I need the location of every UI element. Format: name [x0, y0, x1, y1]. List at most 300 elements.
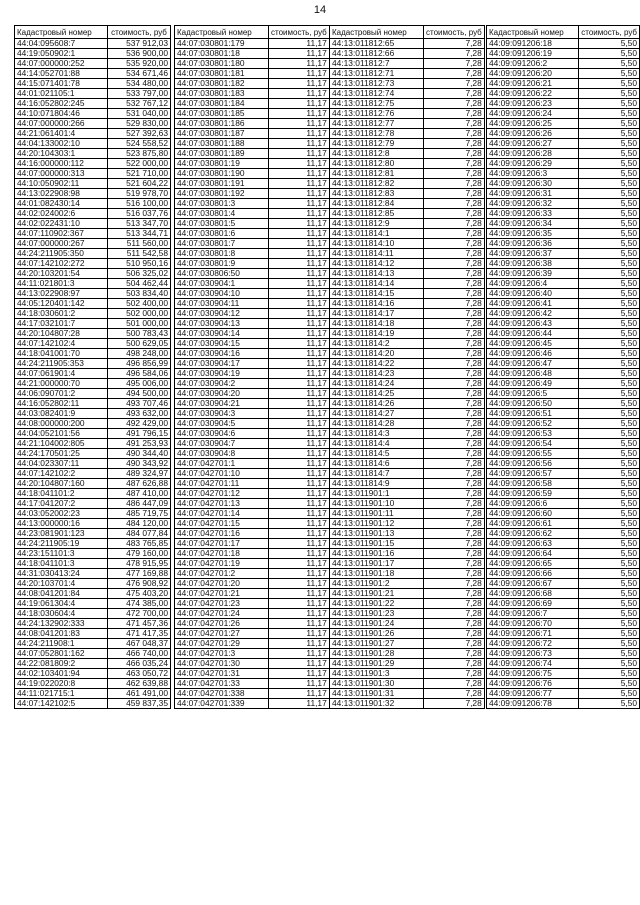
cadastral-number-cell: 44:13:011901:13 — [330, 529, 424, 539]
cost-cell: 521 710,00 — [108, 169, 171, 179]
table-row — [15, 639, 171, 649]
cost-cell: 11,17 — [269, 139, 330, 149]
table-row — [487, 669, 640, 679]
cadastral-number-cell: 44:09:091206:65 — [487, 559, 579, 569]
table-row — [175, 439, 330, 449]
cadastral-number-cell: 44:09:091206:42 — [487, 309, 579, 319]
cadastral-number-cell: 44:07:042701:31 — [175, 669, 269, 679]
cost-cell: 537 912,03 — [108, 39, 171, 49]
cost-cell: 5,50 — [579, 549, 640, 559]
cadastral-number-cell: 44:07:042701:2 — [175, 569, 269, 579]
table-row — [487, 89, 640, 99]
table-row — [15, 319, 171, 329]
cadastral-number-cell: 44:03:082401:9 — [15, 409, 108, 419]
cadastral-number-cell: 44:19:022020:8 — [15, 679, 108, 689]
table-row — [15, 119, 171, 129]
cadastral-number-cell: 44:09:091206:41 — [487, 299, 579, 309]
cadastral-number-cell: 44:07:030801:18 — [175, 49, 269, 59]
table-row — [330, 289, 485, 299]
header-cadastral-number: Кадастровый номер — [175, 26, 269, 39]
table-row — [15, 239, 171, 249]
cost-cell: 5,50 — [579, 659, 640, 669]
cadastral-number-cell: 44:20:104303:1 — [15, 149, 108, 159]
table-row — [487, 579, 640, 589]
cadastral-number-cell: 44:07:030904:3 — [175, 409, 269, 419]
table-row — [330, 669, 485, 679]
cadastral-number-cell: 44:01:021105:1 — [15, 89, 108, 99]
table-row — [175, 239, 330, 249]
cadastral-number-cell: 44:13:011814:16 — [330, 299, 424, 309]
table-row — [175, 129, 330, 139]
table-header-row — [175, 26, 330, 39]
cost-cell: 5,50 — [579, 99, 640, 109]
cadastral-number-cell: 44:13:011901:1 — [330, 489, 424, 499]
header-cadastral-number: Кадастровый номер — [15, 26, 108, 39]
cadastral-number-cell: 44:13:011812:78 — [330, 129, 424, 139]
table-row — [15, 339, 171, 349]
cadastral-number-cell: 44:14:052701:88 — [15, 69, 108, 79]
cadastral-number-cell: 44:07:042701:1 — [175, 459, 269, 469]
cadastral-number-cell: 44:07:030904:10 — [175, 289, 269, 299]
table-row — [487, 439, 640, 449]
cadastral-number-cell: 44:13:011901:26 — [330, 629, 424, 639]
table-row — [175, 609, 330, 619]
table-row — [487, 59, 640, 69]
table-row — [15, 559, 171, 569]
cost-cell: 11,17 — [269, 39, 330, 49]
cost-cell: 536 900,00 — [108, 49, 171, 59]
cadastral-number-cell: 44:08:041201:83 — [15, 629, 108, 639]
cost-cell: 11,17 — [269, 499, 330, 509]
cost-cell: 7,28 — [424, 379, 485, 389]
cost-cell: 11,17 — [269, 519, 330, 529]
cost-cell: 5,50 — [579, 109, 640, 119]
cost-cell: 486 447,09 — [108, 499, 171, 509]
cost-cell: 7,28 — [424, 259, 485, 269]
table-row — [487, 429, 640, 439]
cadastral-number-cell: 44:13:011901:3 — [330, 669, 424, 679]
cadastral-number-cell: 44:09:091206:58 — [487, 479, 579, 489]
table-header-row — [330, 26, 485, 39]
cadastral-number-cell: 44:13:011814:15 — [330, 289, 424, 299]
cadastral-number-cell: 44:13:011901:31 — [330, 689, 424, 699]
table-row — [175, 599, 330, 609]
cost-cell: 7,28 — [424, 409, 485, 419]
cost-cell: 487 410,00 — [108, 489, 171, 499]
table-row — [330, 659, 485, 669]
cadastral-number-cell: 44:31:030413:24 — [15, 569, 108, 579]
cost-cell: 7,28 — [424, 69, 485, 79]
cadastral-number-cell: 44:20:103701:4 — [15, 579, 108, 589]
cadastral-number-cell: 44:09:091206:6 — [487, 499, 579, 509]
cost-cell: 5,50 — [579, 379, 640, 389]
cost-cell: 5,50 — [579, 189, 640, 199]
cadastral-number-cell: 44:21:061401:4 — [15, 129, 108, 139]
cost-cell: 5,50 — [579, 259, 640, 269]
cadastral-number-cell: 44:09:091206:4 — [487, 279, 579, 289]
cadastral-number-cell: 44:07:030801:182 — [175, 79, 269, 89]
cost-cell: 459 837,35 — [108, 699, 171, 709]
cadastral-number-cell: 44:09:091206:5 — [487, 389, 579, 399]
table-row — [487, 339, 640, 349]
table-row — [487, 689, 640, 699]
cadastral-number-cell: 44:07:042701:16 — [175, 529, 269, 539]
cadastral-number-cell: 44:09:091206:30 — [487, 179, 579, 189]
table-row — [15, 79, 171, 89]
cadastral-number-cell: 44:24:211908:1 — [15, 639, 108, 649]
cadastral-number-cell: 44:13:011901:17 — [330, 559, 424, 569]
cadastral-number-cell: 44:17:041207:2 — [15, 499, 108, 509]
table-row — [15, 259, 171, 269]
cost-cell: 11,17 — [269, 349, 330, 359]
table-row — [15, 89, 171, 99]
cadastral-number-cell: 44:13:011814:4 — [330, 439, 424, 449]
cadastral-number-cell: 44:09:091206:18 — [487, 39, 579, 49]
table-row — [330, 39, 485, 49]
cost-cell: 5,50 — [579, 479, 640, 489]
cadastral-number-cell: 44:13:011814:28 — [330, 419, 424, 429]
cost-cell: 7,28 — [424, 329, 485, 339]
cost-cell: 11,17 — [269, 589, 330, 599]
table-row — [487, 169, 640, 179]
cost-cell: 521 604,22 — [108, 179, 171, 189]
cadastral-number-cell: 44:13:022908:98 — [15, 189, 108, 199]
cadastral-number-cell: 44:07:030801:191 — [175, 179, 269, 189]
cost-cell: 11,17 — [269, 129, 330, 139]
cadastral-number-cell: 44:07:030801:6 — [175, 229, 269, 239]
cadastral-number-cell: 44:13:011814:23 — [330, 369, 424, 379]
header-cost: стоимость, руб — [579, 26, 640, 39]
cadastral-number-cell: 44:13:011901:15 — [330, 539, 424, 549]
cadastral-number-cell: 44:13:011812:71 — [330, 69, 424, 79]
table-row — [175, 619, 330, 629]
cadastral-number-cell: 44:13:011901:21 — [330, 589, 424, 599]
cost-cell: 5,50 — [579, 329, 640, 339]
cost-cell: 5,50 — [579, 119, 640, 129]
table-row — [330, 249, 485, 259]
cadastral-number-cell: 44:05:120401:142 — [15, 299, 108, 309]
table-row — [15, 49, 171, 59]
table-row — [175, 569, 330, 579]
cost-cell: 7,28 — [424, 489, 485, 499]
cadastral-number-cell: 44:13:011901:16 — [330, 549, 424, 559]
cadastral-number-cell: 44:09:091206:3 — [487, 169, 579, 179]
cost-cell: 513 344,71 — [108, 229, 171, 239]
table-row — [330, 209, 485, 219]
cadastral-number-cell: 44:08:000000:200 — [15, 419, 108, 429]
cadastral-number-cell: 44:07:030801:19 — [175, 159, 269, 169]
cadastral-number-cell: 44:13:011814:3 — [330, 429, 424, 439]
table-row — [487, 279, 640, 289]
cadastral-number-cell: 44:13:011901:32 — [330, 699, 424, 709]
cost-cell: 5,50 — [579, 399, 640, 409]
cadastral-number-cell: 44:07:030801:179 — [175, 39, 269, 49]
table-row — [330, 379, 485, 389]
cadastral-number-cell: 44:18:030601:2 — [15, 309, 108, 319]
table-row — [175, 119, 330, 129]
cadastral-number-cell: 44:09:091206:77 — [487, 689, 579, 699]
table-row — [15, 59, 171, 69]
cost-cell: 5,50 — [579, 569, 640, 579]
cadastral-number-cell: 44:13:011901:2 — [330, 579, 424, 589]
cadastral-number-cell: 44:07:000000:267 — [15, 239, 108, 249]
table-row — [175, 459, 330, 469]
cost-cell: 491 253,93 — [108, 439, 171, 449]
cost-cell: 7,28 — [424, 599, 485, 609]
table-row — [175, 89, 330, 99]
table-row — [487, 419, 640, 429]
cadastral-number-cell: 44:07:030904:8 — [175, 449, 269, 459]
cadastral-number-cell: 44:24:132902:333 — [15, 619, 108, 629]
table-row — [487, 379, 640, 389]
cost-cell: 498 248,00 — [108, 349, 171, 359]
cadastral-number-cell: 44:13:011812:76 — [330, 109, 424, 119]
cost-cell: 11,17 — [269, 189, 330, 199]
table-row — [15, 519, 171, 529]
cost-cell: 11,17 — [269, 269, 330, 279]
cadastral-number-cell: 44:09:091206:32 — [487, 199, 579, 209]
cost-cell: 7,28 — [424, 519, 485, 529]
cost-cell: 11,17 — [269, 529, 330, 539]
cost-cell: 7,28 — [424, 679, 485, 689]
cost-cell: 5,50 — [579, 699, 640, 709]
table-row — [15, 679, 171, 689]
cadastral-number-cell: 44:04:133002:10 — [15, 139, 108, 149]
cost-cell: 5,50 — [579, 499, 640, 509]
cadastral-number-cell: 44:07:042701:12 — [175, 489, 269, 499]
cost-cell: 496 856,99 — [108, 359, 171, 369]
cadastral-number-cell: 44:09:091206:74 — [487, 659, 579, 669]
cadastral-number-cell: 44:07:030904:16 — [175, 349, 269, 359]
cadastral-number-cell: 44:22:081809:2 — [15, 659, 108, 669]
table-row — [330, 119, 485, 129]
cadastral-number-cell: 44:07:030904:19 — [175, 369, 269, 379]
cost-cell: 11,17 — [269, 569, 330, 579]
table-row — [175, 689, 330, 699]
cadastral-number-cell: 44:13:011814:12 — [330, 259, 424, 269]
cadastral-number-cell: 44:13:011814:14 — [330, 279, 424, 289]
table-row — [15, 569, 171, 579]
cadastral-number-cell: 44:09:091206:33 — [487, 209, 579, 219]
table-row — [330, 429, 485, 439]
cadastral-number-cell: 44:07:030904:1 — [175, 279, 269, 289]
cadastral-number-cell: 44:07:110902:367 — [15, 229, 108, 239]
table-row — [175, 199, 330, 209]
table-row — [330, 699, 485, 709]
table-row — [330, 129, 485, 139]
cadastral-number-cell: 44:13:011812:81 — [330, 169, 424, 179]
table-row — [15, 549, 171, 559]
cadastral-number-cell: 44:09:091206:21 — [487, 79, 579, 89]
cadastral-number-cell: 44:07:030801:184 — [175, 99, 269, 109]
cost-cell: 5,50 — [579, 159, 640, 169]
cadastral-number-cell: 44:09:091206:31 — [487, 189, 579, 199]
cadastral-number-cell: 44:09:091206:69 — [487, 599, 579, 609]
table-row — [15, 689, 171, 699]
cost-cell: 7,28 — [424, 629, 485, 639]
table-row — [487, 99, 640, 109]
cadastral-number-cell: 44:13:011812:84 — [330, 199, 424, 209]
cost-cell: 5,50 — [579, 509, 640, 519]
cost-cell: 5,50 — [579, 229, 640, 239]
table-row — [487, 619, 640, 629]
table-row — [175, 379, 330, 389]
cost-cell: 11,17 — [269, 149, 330, 159]
table-row — [15, 189, 171, 199]
cost-cell: 7,28 — [424, 689, 485, 699]
cadastral-number-cell: 44:09:091206:20 — [487, 69, 579, 79]
cost-cell: 5,50 — [579, 559, 640, 569]
cost-cell: 7,28 — [424, 59, 485, 69]
table-row — [330, 689, 485, 699]
cost-cell: 487 626,88 — [108, 479, 171, 489]
cadastral-number-cell: 44:09:091206:54 — [487, 439, 579, 449]
table-row — [487, 399, 640, 409]
cost-cell: 494 500,00 — [108, 389, 171, 399]
table-row — [175, 699, 330, 709]
cadastral-number-cell: 44:07:061901:4 — [15, 369, 108, 379]
table-row — [15, 629, 171, 639]
cadastral-number-cell: 44:13:011814:27 — [330, 409, 424, 419]
cadastral-number-cell: 44:07:030801:188 — [175, 139, 269, 149]
table-row — [15, 289, 171, 299]
cost-cell: 7,28 — [424, 229, 485, 239]
cost-cell: 7,28 — [424, 99, 485, 109]
table-row — [15, 349, 171, 359]
table-row — [330, 339, 485, 349]
table-row — [175, 349, 330, 359]
cadastral-number-cell: 44:07:030904:20 — [175, 389, 269, 399]
cadastral-number-cell: 44:09:091206:36 — [487, 239, 579, 249]
cadastral-number-cell: 44:09:091206:44 — [487, 329, 579, 339]
cadastral-number-cell: 44:13:011814:22 — [330, 359, 424, 369]
cadastral-number-cell: 44:09:091206:55 — [487, 449, 579, 459]
cost-cell: 11,17 — [269, 439, 330, 449]
cadastral-number-cell: 44:07:030904:21 — [175, 399, 269, 409]
cadastral-number-cell: 44:07:042701:13 — [175, 499, 269, 509]
cost-cell: 461 491,00 — [108, 689, 171, 699]
table-row — [487, 229, 640, 239]
cost-cell: 11,17 — [269, 69, 330, 79]
cost-cell: 7,28 — [424, 349, 485, 359]
table-row — [487, 139, 640, 149]
cost-cell: 472 700,00 — [108, 609, 171, 619]
table-row — [15, 169, 171, 179]
cost-cell: 5,50 — [579, 689, 640, 699]
cadastral-number-cell: 44:09:091206:67 — [487, 579, 579, 589]
cost-cell: 11,17 — [269, 259, 330, 269]
table-row — [487, 449, 640, 459]
table-row — [15, 599, 171, 609]
cadastral-number-cell: 44:07:042701:30 — [175, 659, 269, 669]
cadastral-number-cell: 44:07:142102:4 — [15, 339, 108, 349]
cadastral-number-cell: 44:13:011812:7 — [330, 59, 424, 69]
table-row — [175, 629, 330, 639]
table-row — [175, 329, 330, 339]
cadastral-number-cell: 44:07:030904:5 — [175, 419, 269, 429]
table-row — [487, 179, 640, 189]
cost-cell: 5,50 — [579, 79, 640, 89]
table-row — [175, 639, 330, 649]
cost-cell: 510 950,16 — [108, 259, 171, 269]
cadastral-number-cell: 44:03:052002:23 — [15, 509, 108, 519]
table-row — [487, 519, 640, 529]
cadastral-number-cell: 44:13:011901:10 — [330, 499, 424, 509]
cost-cell: 5,50 — [579, 639, 640, 649]
table-row — [175, 69, 330, 79]
cadastral-number-cell: 44:13:011901:12 — [330, 519, 424, 529]
table-row — [175, 589, 330, 599]
cost-cell: 463 050,72 — [108, 669, 171, 679]
cadastral-number-cell: 44:13:011814:6 — [330, 459, 424, 469]
table-row — [330, 159, 485, 169]
table-row — [487, 589, 640, 599]
cadastral-number-cell: 44:07:000000:313 — [15, 169, 108, 179]
cost-cell: 11,17 — [269, 299, 330, 309]
table-row — [330, 49, 485, 59]
cadastral-number-cell: 44:07:030801:192 — [175, 189, 269, 199]
cost-cell: 7,28 — [424, 419, 485, 429]
table-row — [487, 599, 640, 609]
table-row — [330, 189, 485, 199]
table-row — [175, 209, 330, 219]
table-row — [487, 69, 640, 79]
cadastral-number-cell: 44:20:104807:28 — [15, 329, 108, 339]
table-row — [175, 269, 330, 279]
cost-cell: 7,28 — [424, 579, 485, 589]
table-row — [15, 329, 171, 339]
table-row — [15, 359, 171, 369]
cadastral-number-cell: 44:13:011812:82 — [330, 179, 424, 189]
cadastral-number-cell: 44:09:091206:75 — [487, 669, 579, 679]
table-row — [175, 489, 330, 499]
cadastral-number-cell: 44:09:091206:19 — [487, 49, 579, 59]
cost-cell: 495 006,00 — [108, 379, 171, 389]
cadastral-number-cell: 44:13:011812:74 — [330, 89, 424, 99]
cost-cell: 502 000,00 — [108, 309, 171, 319]
cost-cell: 527 392,63 — [108, 129, 171, 139]
cost-cell: 5,50 — [579, 669, 640, 679]
cadastral-number-cell: 44:24:211905:353 — [15, 359, 108, 369]
cost-cell: 7,28 — [424, 239, 485, 249]
cost-cell: 7,28 — [424, 129, 485, 139]
cadastral-number-cell: 44:13:011901:27 — [330, 639, 424, 649]
table-row — [487, 129, 640, 139]
table-row — [330, 149, 485, 159]
cost-cell: 490 343,92 — [108, 459, 171, 469]
cadastral-number-cell: 44:09:091206:23 — [487, 99, 579, 109]
cadastral-number-cell: 44:16:052802:11 — [15, 399, 108, 409]
cadastral-number-cell: 44:09:091206:61 — [487, 519, 579, 529]
table-row — [330, 299, 485, 309]
cadastral-number-cell: 44:13:011901:22 — [330, 599, 424, 609]
cost-cell: 491 796,15 — [108, 429, 171, 439]
table-row — [15, 409, 171, 419]
cadastral-number-cell: 44:07:042701:15 — [175, 519, 269, 529]
cadastral-number-cell: 44:07:030801:3 — [175, 199, 269, 209]
table-row — [15, 229, 171, 239]
cadastral-number-cell: 44:13:011814:7 — [330, 469, 424, 479]
table-row — [175, 469, 330, 479]
table-row — [330, 269, 485, 279]
table-row — [330, 79, 485, 89]
cadastral-number-cell: 44:07:042701:29 — [175, 639, 269, 649]
cost-cell: 5,50 — [579, 89, 640, 99]
table-row — [175, 309, 330, 319]
cost-cell: 5,50 — [579, 239, 640, 249]
cost-cell: 523 875,80 — [108, 149, 171, 159]
cadastral-number-cell: 44:11:021801:3 — [15, 279, 108, 289]
